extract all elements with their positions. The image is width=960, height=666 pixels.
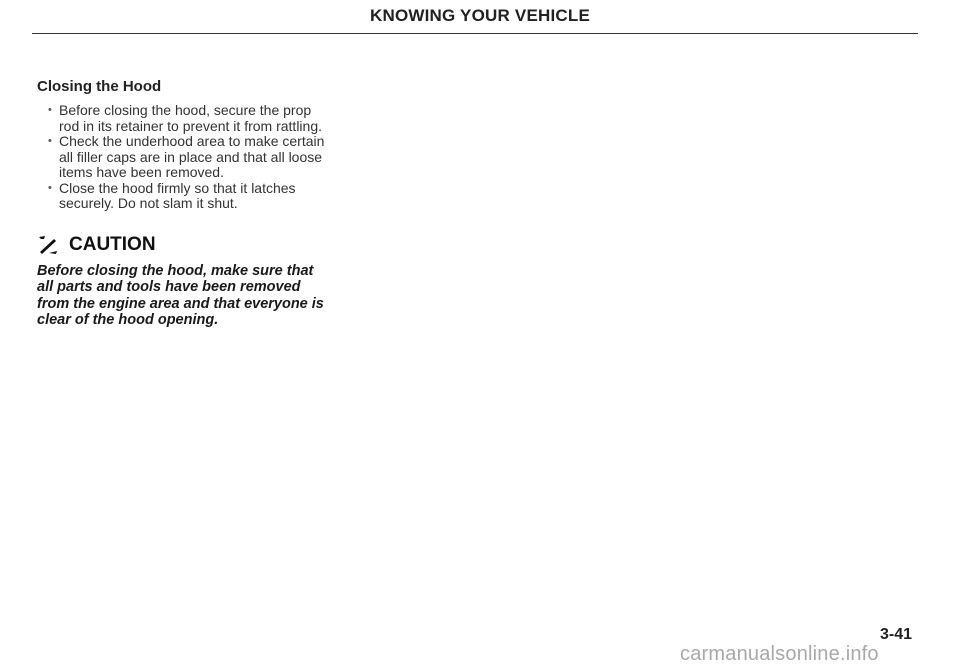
caution-heading bbox=[37, 234, 327, 256]
bullet-icon: • bbox=[48, 104, 52, 116]
content-column bbox=[37, 78, 327, 329]
list-item bbox=[37, 181, 327, 212]
section-title: Closing the Hood bbox=[37, 78, 162, 95]
caution-label: CAUTION bbox=[69, 233, 156, 255]
list-item-text: Close the hood firmly so that it latches securely. Do not slam it shut. bbox=[59, 179, 296, 211]
header-divider bbox=[32, 33, 918, 34]
page-header: KNOWING YOUR VEHICLE bbox=[370, 6, 590, 25]
list-item bbox=[37, 134, 327, 181]
list-item-text: Check the underhood area to make certain all filler caps are in place and that all loose items have been removed. bbox=[59, 133, 325, 180]
caution-icon bbox=[37, 234, 59, 256]
list-item bbox=[37, 103, 327, 134]
caution-text: Before closing the hood, make sure that all parts and tools have been removed from the engine area and that everyone is clear of the hood opening. bbox=[37, 262, 324, 328]
bullet-icon: • bbox=[48, 181, 52, 194]
page-number: 3-41 bbox=[880, 626, 913, 643]
list-item-text: Before closing the hood, secure the prop rod in its retainer to prevent it from rattling. bbox=[59, 102, 322, 134]
watermark: carmanualsonline.info bbox=[680, 643, 879, 665]
bullet-icon: • bbox=[48, 135, 52, 147]
bullet-list bbox=[37, 103, 327, 212]
